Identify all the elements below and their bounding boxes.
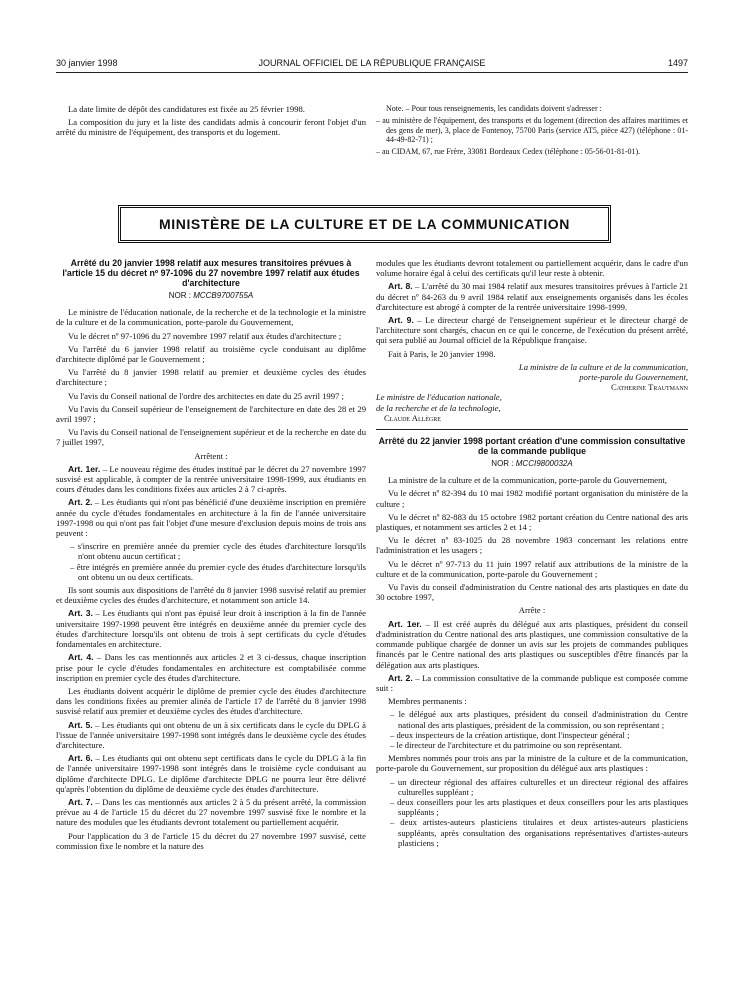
article-label: Art. 1er. (388, 618, 422, 629)
decree-title: Arrêté du 20 janvier 1998 relatif aux mesures transitoires prévues à l'article 15 du décret nº 97-1096 du 27 novembre 1997 relatif aux études d'architecture (62, 258, 360, 288)
paragraph: modules que les étudiants devront totalement ou partiellement acquérir, dans le cadre d'un volume horaire égal à celui des certificats qu'il leur reste à obtenir. (376, 258, 688, 279)
article-7: Art. 7. – Dans les cas mentionnés aux articles 2 à 5 du présent arrêté, la commission prévue au 4 de l'article 15 du décret du 27 novembre 1997 susvisé fixe le nombre et la nature des modules que les étudiants devront totalement ou partiellement acquérir. (56, 796, 367, 828)
list-item: – le directeur de l'architecture et du patrimoine ou son représentant. (376, 740, 688, 750)
visa: Vu l'avis du Conseil national de l'enseignement supérieur et de la recherche en date du 7 juillet 1997, (56, 427, 366, 448)
membres-nommes: Membres nommés pour trois ans par la ministre de la culture et de la communication, porte-parole du Gouvernement, sur proposition du délégué aux arts plastiques : (376, 753, 688, 774)
left-column (56, 258, 366, 854)
signature-name-wrap (376, 382, 688, 392)
visa: La ministre de la culture et de la communication, porte-parole du Gouvernement, (388, 475, 667, 486)
signature-line: La ministre de la culture et de la communication, (518, 361, 688, 372)
visa: Vu l'avis du Conseil supérieur de l'enseignement de l'architecture en date des 28 et 29 avril 1997 ; (56, 403, 366, 425)
membres-permanents: Membres permanents : (388, 696, 467, 707)
signature-line: porte-parole du Gouvernement, (579, 372, 688, 383)
note-item: – au CIDAM, 67, rue Frère, 33081 Bordeaux Cedex (téléphone : 05-56-01-81-01). (376, 146, 641, 156)
visa: Vu le décret nº 82-883 du 15 octobre 1982 portant création du Centre national des arts plastiques, et notamment ses articles 2 et 14 ; (376, 511, 688, 533)
article-2: Art. 2. – Les étudiants qui n'ont pas bénéficié d'une deuxième inscription en première année du cycle d'études fondamentales en architecture à la fin de l'année universitaire 1997-1998 ou qui n'ont pas fait l'objet d'une mesure d'exclusion depuis moins de trois ans peuvent : (56, 497, 366, 539)
article-8: Art. 8. – L'arrêté du 30 mai 1984 relatif aux mesures transitoires prévues à l'article 21 du décret nº 84-263 du 9 avril 1984 relatif aux enseignements organisés dans les écoles d'architecture est abrogé à compter de la rentrée universitaire 1998-1999. (376, 281, 689, 312)
visa: Le ministre de l'éducation nationale, de la recherche et de la technologie et la ministre de la culture et de la communication, porte-parole du Gouvernement, (56, 307, 366, 328)
arretent: Arrêtent : (194, 450, 228, 461)
article-label: Art. 7. (68, 796, 93, 807)
list-item: – être intégrés en première année du premier cycle des études d'architecture lorsqu'ils ont obtenu un ou deux certificats. (56, 562, 366, 582)
arrete: Arrête : (518, 605, 546, 616)
signature-name-wrap (376, 413, 688, 423)
list-item: – deux inspecteurs de la création artistique, dont l'inspecteur général ; (376, 730, 688, 740)
permanent-members-list (376, 709, 688, 750)
article-9: Art. 9. – Le directeur chargé de l'enseignement supérieur et le directeur chargé de l'architecture sont chargés, chacun en ce qui le concerne, de l'exécution du présent arrêté, qui sera publié au Journal officiel de la République française. (376, 315, 688, 346)
right-column (376, 258, 688, 851)
list-item: – s'inscrire en première année du premier cycle des études d'architecture lorsqu'ils n'ont obtenu aucun certificat ; (56, 541, 366, 561)
visa: Vu l'avis du conseil d'administration du Centre national des arts plastiques en date du 30 octobre 1997, (376, 582, 688, 603)
article-label: Art. 3. (68, 608, 93, 619)
article-label: Art. 6. (68, 753, 93, 764)
article-1: Art. 1er. – Il est créé auprès du délégué aux arts plastiques, président du conseil d'administration du Centre national des arts plastiques, une commission consultative de la commande publique chargée de donner un avis sur les projets de commandes publiques financés par le Centre national des arts plastiques ou susceptibles d'être financés par la délégation aux arts plastiques. (376, 618, 689, 670)
article-2-list (56, 541, 366, 582)
ministry-heading-box (118, 205, 611, 243)
note-item: – au ministère de l'équipement, des transports et du logement (direction des affaires maritimes et des gens de mer), 3, place de Fontenoy, 75700 Paris (service AT5, pièce 427) (téléphone : 01-44-49-82-71) ; (376, 116, 688, 145)
paragraph: Pour l'application du 3 de l'article 15 du décret du 27 novembre 1997 susvisé, cette commission fixe le nombre et la nature des (56, 830, 366, 851)
nor-code: MCCB9700755A (193, 291, 254, 300)
article-label: Art. 1er. (68, 463, 101, 474)
visa: Vu le décret nº 97-713 du 11 juin 1997 relatif aux attributions de la ministre de la culture et de la communication, porte-parole du Gouvernement ; (376, 558, 688, 579)
top-right-note (376, 104, 688, 158)
article-label: Art. 9. (388, 315, 414, 326)
article-2: Art. 2. – La commission consultative de la commande publique est composée comme suit : (376, 672, 688, 693)
nor-reference: NOR : MCCB9700755A (168, 291, 254, 300)
article-label: Art. 4. (68, 652, 94, 663)
header-page-number: 1497 (667, 58, 688, 68)
appointed-members-list (376, 777, 688, 848)
paragraph: La date limite de dépôt des candidatures est fixée au 25 février 1998. (68, 104, 305, 114)
article-3: Art. 3. – Les étudiants qui n'ont pas épuisé leur droit à inscription à la fin de l'année universitaire 1997-1998 peuvent être intégrés en deuxième année du premier cycle des études d'architecture lorsqu'ils ont obtenu de trois à sept certificats du cycle d'études fondamentales en architecture. (56, 608, 366, 650)
article-5: Art. 5. – Les étudiants qui ont obtenu de un à six certificats dans le cycle du DPLG à l'issue de l'année universitaire 1997-1998 sont intégrés dans le deuxième cycle des études d'architecture. (56, 719, 366, 750)
paragraph: Les étudiants doivent acquérir le diplôme de premier cycle des études d'architecture dans les conditions fixées au premier alinéa de l'article 17 de l'arrêté du 8 janvier 1998 susvisé relatif aux premier et deuxième cycles des études d'architecture. (56, 685, 366, 717)
signature-name: Claude Allègre (384, 412, 441, 423)
nor-code: MCCI9800032A (515, 459, 573, 469)
ministry-heading: MINISTÈRE DE LA CULTURE ET DE LA COMMUNICATION (158, 216, 571, 232)
signature-line: Le ministre de l'éducation nationale, (376, 392, 502, 403)
article-label: Art. 2. (388, 672, 413, 683)
visa: Vu le décret nº 83-1025 du 28 novembre 1983 concernant les relations entre l'administration et les usagers ; (376, 535, 688, 556)
fait-a-paris: Fait à Paris, le 20 janvier 1998. (388, 348, 496, 359)
visa: Vu l'avis du Conseil national de l'ordre des architectes en date du 25 avril 1997 ; (68, 390, 344, 401)
header-date: 30 janvier 1998 (56, 58, 118, 68)
paragraph: La composition du jury et la liste des candidats admis à concourir feront l'objet d'un arrêté du ministre de l'équipement, des transports et du logement. (56, 117, 366, 138)
article-6: Art. 6. – Les étudiants qui ont obtenu sept certificats dans le cycle du DPLG à la fin de l'année universitaire 1997-1998 sont intégrés dans le troisième cycle conduisant au diplôme d'architecte DPLG. Le diplôme d'architecte DPLG ne pourra leur être délivré qu'après l'obtention du diplôme de deuxième cycle des études d'architecture. (56, 753, 366, 794)
list-item: – deux conseillers pour les arts plastiques et deux conseillers pour les arts plastiques suppléants ; (376, 797, 688, 817)
visa: Vu le décret nº 82-394 du 10 mai 1982 modifié portant organisation du ministère de la culture ; (376, 488, 688, 509)
paragraph: Ils sont soumis aux dispositions de l'arrêté du 8 janvier 1998 susvisé relatif au premier et deuxième cycles des études d'architecture, et notamment son article 14. (56, 585, 366, 606)
running-header (56, 58, 688, 73)
decree-title: Arrêté du 22 janvier 1998 portant création d'une commission consultative de la commande publique (378, 436, 686, 457)
visa: Vu l'arrêté du 8 janvier 1998 relatif au premier et deuxième cycles des études d'architecture ; (56, 367, 366, 388)
list-item: – deux artistes-auteurs plasticiens titulaires et deux artistes-auteurs plasticiens suppléants, après consultation des organisations représentatives d'artistes-auteurs plasticiens ; (376, 817, 688, 848)
visa: Vu le décret nº 97-1096 du 27 novembre 1997 relatif aux études d'architecture ; (68, 330, 342, 341)
header-journal-title: JOURNAL OFFICIEL DE LA RÉPUBLIQUE FRANÇAISE (258, 58, 486, 68)
top-left-column (56, 104, 366, 141)
list-item: – le délégué aux arts plastiques, président du conseil d'administration du Centre national des arts plastiques, président de la commission, ou son représentant ; (376, 709, 688, 729)
article-label: Art. 2. (68, 497, 93, 508)
nor-reference: NOR : MCCI9800032A (491, 459, 573, 469)
divider (376, 429, 688, 430)
list-item: – un directeur régional des affaires culturelles et un directeur régional des affaires culturelles suppléant ; (376, 777, 688, 797)
article-4: Art. 4. – Dans les cas mentionnés aux articles 2 et 3 ci-dessus, chaque inscription prise pour le cycle d'études fondamentales en architecture est comptabilisée comme inscription en premier cycle des études d'architecture. (56, 652, 366, 683)
note-intro: Note. – Pour tous renseignements, les candidats doivent s'adresser : (386, 104, 602, 113)
signature-line: de la recherche et de la technologie, (376, 402, 501, 413)
visa: Vu l'arrêté du 6 janvier 1998 relatif au troisième cycle conduisant au diplôme d'architecte diplômé par le Gouvernement ; (56, 343, 366, 365)
signature-name: Catherine Trautmann (611, 382, 688, 393)
article-label: Art. 8. (388, 281, 413, 292)
article-label: Art. 5. (68, 719, 93, 730)
article-1: Art. 1er. – Le nouveau régime des études institué par le décret du 27 novembre 1997 susvisé est applicable, à compter de la rentrée universitaire 1998-1999, aux étudiants en cours d'études dans les conditions fixées aux articles 2 à 7 ci-après. (56, 463, 366, 495)
